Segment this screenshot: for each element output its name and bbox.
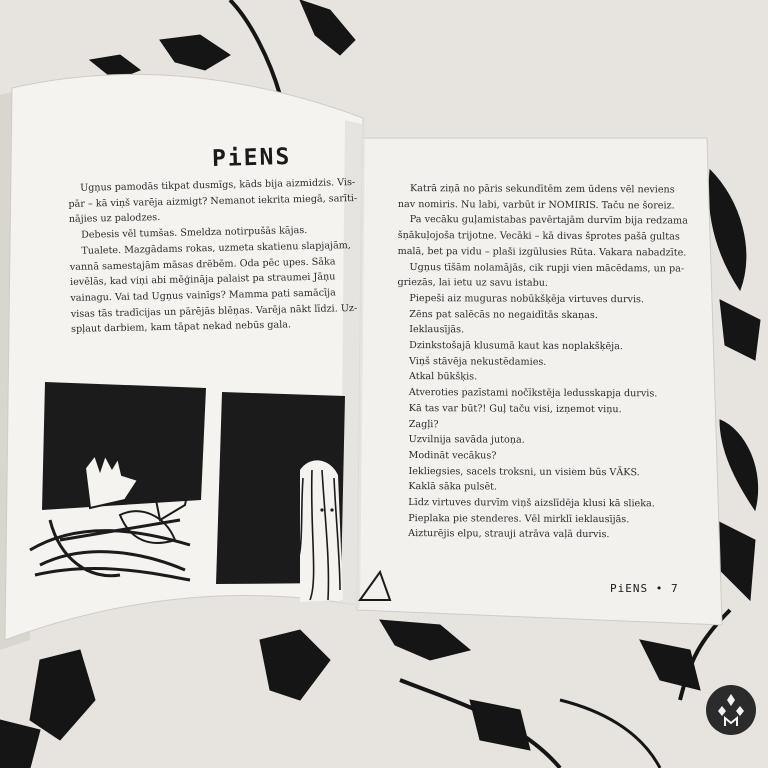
- text-line: Kaklā sāka pulsēt.: [408, 481, 498, 493]
- text-line: Aizturējis elpu, strauji atrāva vaļā durvis.: [408, 528, 610, 541]
- text-line: Zagļi?: [408, 418, 439, 430]
- text-line: spļaut darbiem, kam tāpat nekad nebūs gala.: [71, 319, 292, 336]
- watermark-logo: [706, 685, 756, 735]
- text-line: Pieplaka pie stenderes. Vēl mirklī ieklausījās.: [408, 512, 630, 525]
- text-line: Ugņus tīšām nolamājās, cik rupji vien mācēdams, un pa-: [409, 261, 685, 275]
- text-line: Modināt vecākus?: [408, 450, 497, 462]
- text-line: vainagu. Vai tad Ugņus vainīgs? Mamma pati samācīja: [70, 287, 336, 304]
- left-page-text: [68, 175, 360, 338]
- text-line: Debesis vēl tumšas. Smeldza notirpušās kājas.: [81, 225, 308, 241]
- text-line: Līdz virtuves durvīm viņš aizslīdēja klusi kā slieka.: [408, 497, 655, 510]
- text-line: Ugņus pamodās tikpat dusmīgs, kāds bija aizmidzis. Vis-: [80, 176, 356, 194]
- text-line: Kā tas var būt?! Guļ taču visi, izņemot viņu.: [408, 402, 622, 416]
- text-line: Dzinkstošajā klusumā kaut kas noplakšķēja.: [409, 340, 623, 353]
- text-line: Tualete. Mazgādams rokas, uzmeta skatienu slapjajām,: [81, 239, 351, 257]
- text-line: Pa vecāku guļamistabas pavērtajām durvīm bija redzama: [409, 214, 688, 227]
- right-page-text: [396, 181, 688, 544]
- text-line: visas tās tradīcijas un pārējās blēņas. Varēja nākt līdzi. Uz-: [70, 302, 358, 320]
- text-line: malā, bet pa vidu – plaši izgūlusies Rūta. Vakara nabadzīte.: [397, 245, 687, 259]
- text-line: Atkal būkšķis.: [408, 371, 478, 383]
- text-line: Iekliegsies, sacels troksni, un visiem būs VĀKS.: [408, 465, 640, 478]
- logo-icon: [706, 685, 756, 735]
- text-line: šņākuļojoša trijotne. Vecāki – kā divas šprotes pašā gultas: [397, 230, 680, 243]
- text-line: vannā samestajām māsas drēbēm. Oda pēc upes. Sāka: [69, 255, 336, 273]
- text-line: Ieklausījās.: [409, 324, 465, 336]
- text-line: Viņš stāvēja nekustēdamies.: [409, 355, 547, 368]
- text-line: ievēlās, kad viņi abi mēģināja palaist pa straumei Jāņu: [70, 271, 336, 289]
- text-line: Uzvilnija savāda jutoņa.: [408, 434, 525, 446]
- chapter-title: PiENS: [211, 143, 292, 173]
- text-line: Piepeši aiz muguras nobūkšķēja virtuves durvis.: [409, 292, 645, 306]
- text-line: nājies uz palodzes.: [68, 212, 161, 226]
- text-line: nav nomiris. Nu labi, varbūt ir NOMIRIS. Taču ne šoreiz.: [397, 198, 675, 212]
- page-folio: PiENS • 7: [610, 582, 679, 595]
- text-line: Zēns pat salēcās no negaidītās skaņas.: [409, 308, 598, 321]
- text-line: griezās, lai ietu uz savu istabu.: [397, 277, 549, 290]
- text-line: pār – kā viņš varēja aizmigt? Nemanot iekrita miegā, sarīti-: [68, 192, 358, 210]
- text-line: Katrā ziņā no pāris sekundītēm zem ūdens vēl neviens: [409, 183, 675, 196]
- text-line: Atveroties pazīstami nočīkstēja ledusskapja durvis.: [408, 387, 658, 400]
